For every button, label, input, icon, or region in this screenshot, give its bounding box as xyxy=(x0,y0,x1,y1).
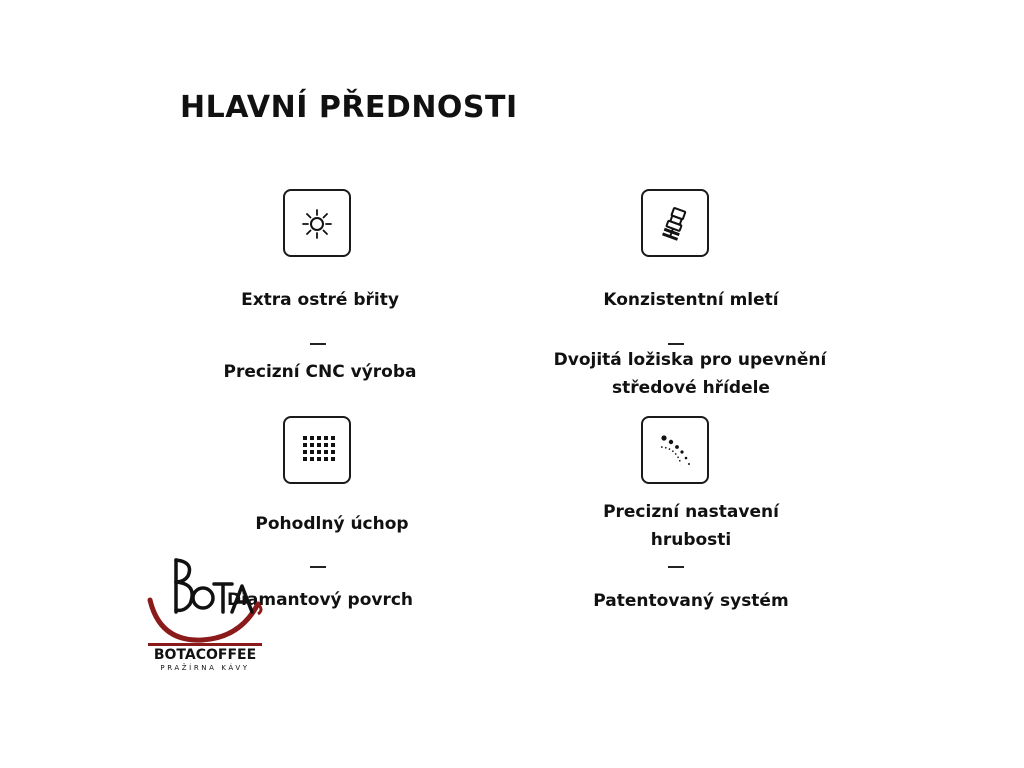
sun-blade-icon-graphic xyxy=(285,191,349,255)
separator-dash xyxy=(310,343,326,345)
page-title: HLAVNÍ PŘEDNOSTI xyxy=(180,90,518,125)
feature-title: Konzistentní mletí xyxy=(603,290,779,310)
separator-dash xyxy=(310,566,326,568)
dot-grid-icon-graphic xyxy=(285,418,349,482)
grind-particles-icon xyxy=(641,416,709,484)
sun-blade-icon xyxy=(283,189,351,257)
logo-divider xyxy=(148,643,262,646)
separator-dash xyxy=(668,343,684,345)
feature-description-line1: Dvojitá ložiska pro upevnění xyxy=(553,350,827,370)
feature-title-line1: Precizní nastavení xyxy=(603,502,779,522)
feature-title-line2: hrubosti xyxy=(650,530,732,550)
dot-grid-icon xyxy=(283,416,351,484)
feature-description-line2: středové hřídele xyxy=(612,378,770,398)
bearing-shaft-icon-graphic xyxy=(643,191,707,255)
feature-description: Patentovaný systém xyxy=(593,591,789,611)
grind-particles-icon-graphic xyxy=(643,418,707,482)
separator-dash xyxy=(668,566,684,568)
feature-description: Precizní CNC výroba xyxy=(223,362,417,382)
feature-title: Pohodlný úchop xyxy=(255,514,409,534)
logo-name: BOTACOFFEE xyxy=(153,647,257,663)
feature-description: Diamantový povrch xyxy=(226,590,414,610)
bearing-shaft-icon xyxy=(641,189,709,257)
logo-tagline: PRAŽÍRNA KÁVY xyxy=(160,664,250,672)
feature-title: Extra ostré břity xyxy=(241,290,399,310)
